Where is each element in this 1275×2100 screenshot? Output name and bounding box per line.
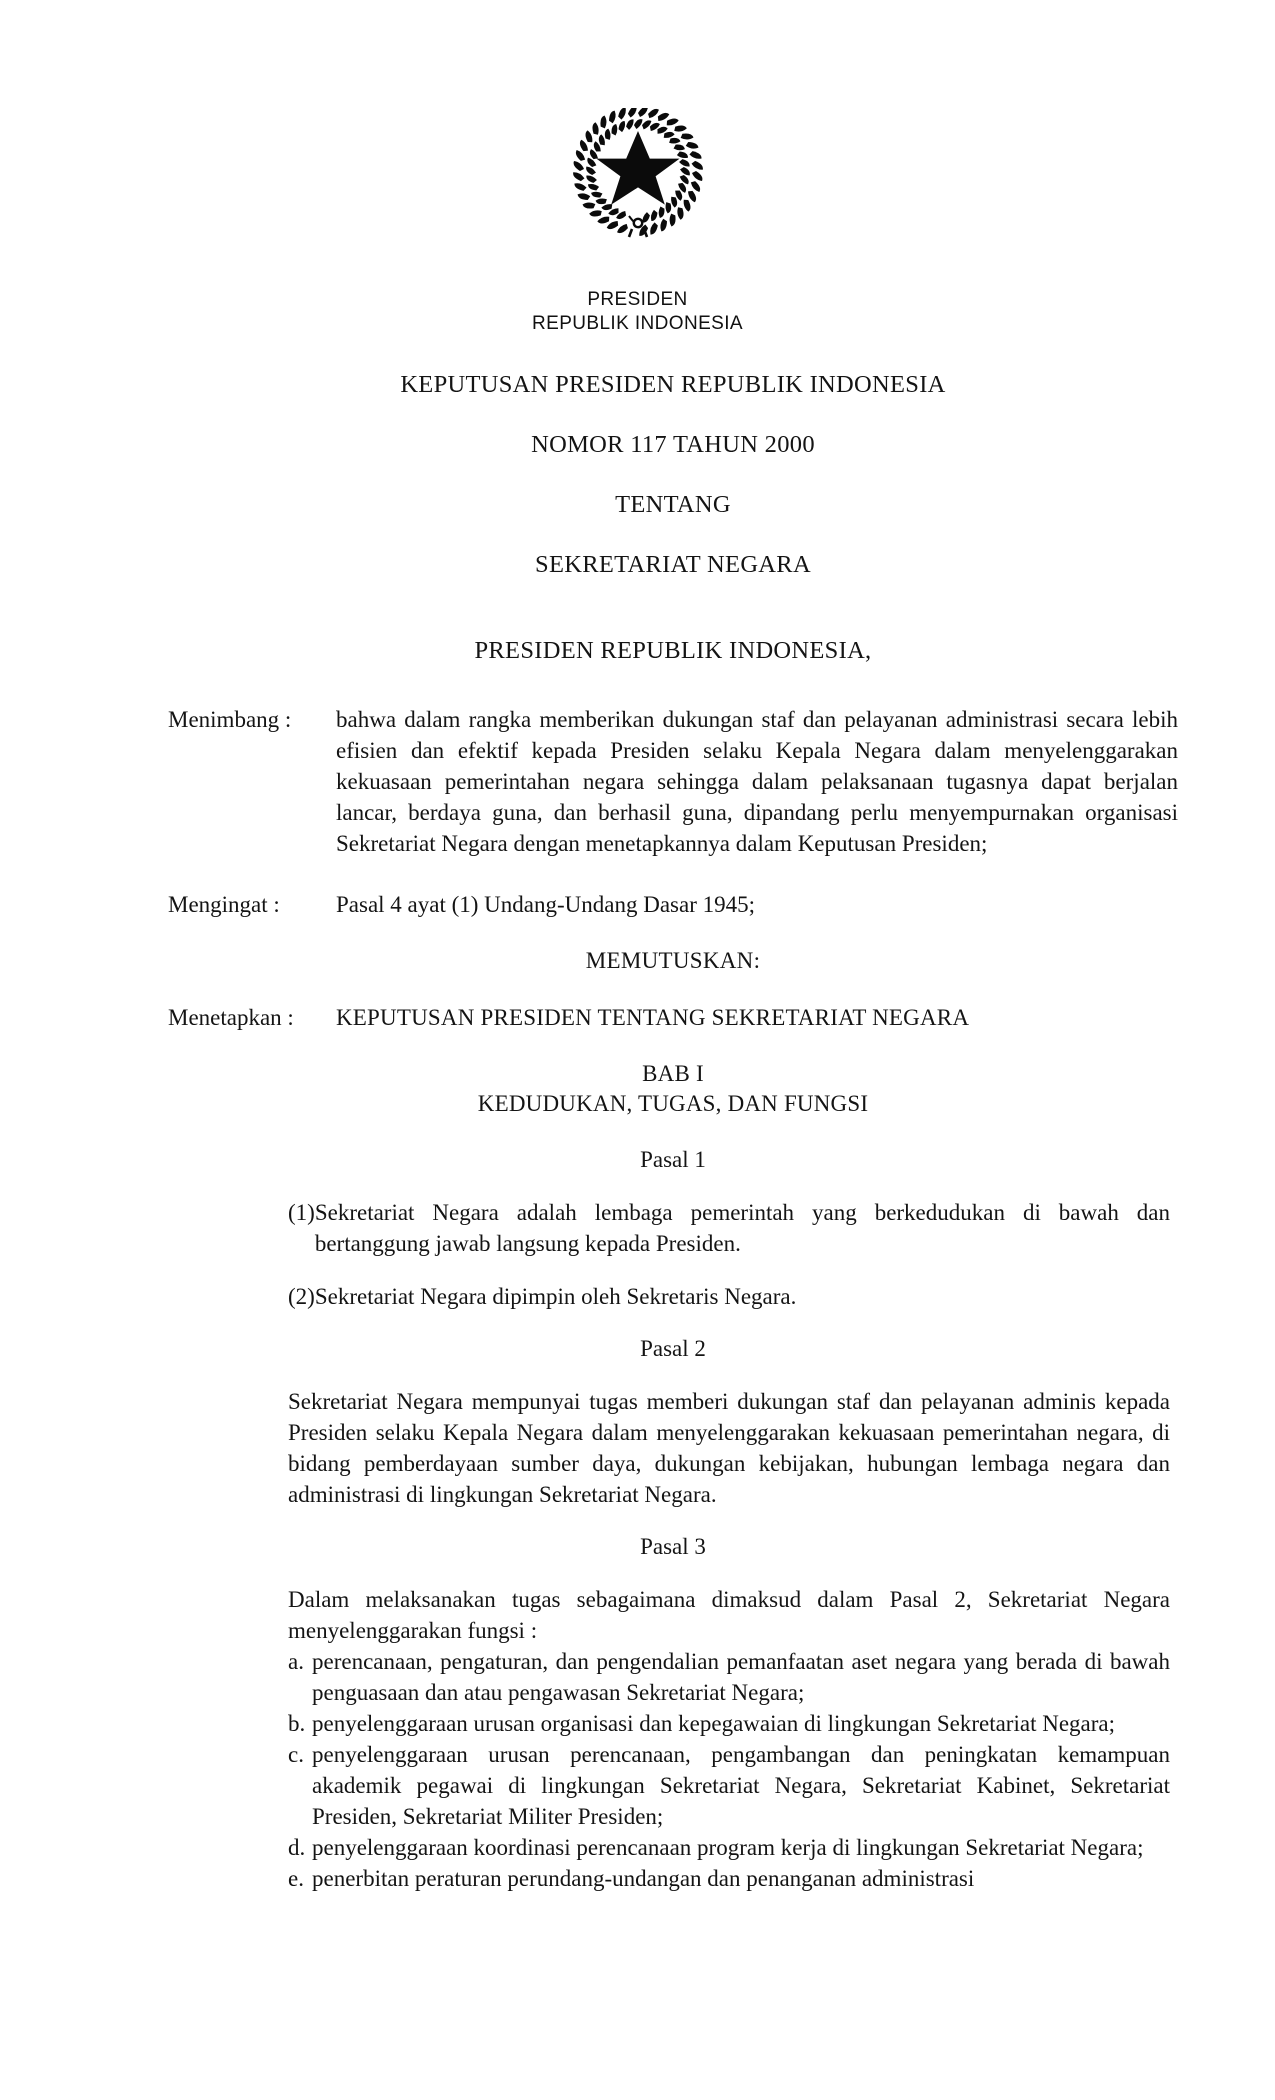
- pasal-3-item-b-text: penyelenggaraan urusan organisasi dan kepegawaian di lingkungan Sekretariat Negara;: [312, 1711, 1115, 1736]
- menimbang-text: bahwa dalam rangka memberikan dukungan staf dan pelayanan administrasi secara lebih efisien dan efektif kepada Presiden selaku Kepala Negara dalam menyelenggarakan kekuasaan pemerintahan negara sehingga dalam pelaksanaan tugasnya dapat berjalan lancar, berdaya guna, dan berhasil guna, dipandang perlu menyempurnakan organisasi Sekretariat Negara dengan menetapkannya dalam Keputusan Presiden;: [336, 707, 1178, 856]
- mengingat-text: Pasal 4 ayat (1) Undang-Undang Dasar 1945;: [336, 892, 755, 917]
- mengingat-label: Mengingat :: [168, 892, 280, 917]
- bab-title: KEDUDUKAN, TUGAS, DAN FUNGSI: [477, 1091, 869, 1116]
- decree-title: KEPUTUSAN PRESIDEN REPUBLIK INDONESIA: [400, 371, 946, 398]
- pasal-1-item-2: [288, 1281, 1170, 1312]
- menetapkan-label: Menetapkan :: [168, 1005, 294, 1030]
- pasal-3-item-b-letter: b.: [288, 1711, 306, 1736]
- pasal-3-item-a-letter: a.: [288, 1649, 304, 1674]
- pasal-1-item-1-number: (1): [288, 1200, 315, 1225]
- presidential-seal-star-wreath-icon: [549, 108, 727, 238]
- menimbang-row: [168, 704, 1178, 859]
- pasal-1-item-1-text: Sekretariat Negara adalah lembaga pemerintah yang berkedudukan di bawah dan bertanggung jawab langsung kepada Presiden.: [314, 1200, 1170, 1256]
- emblem-container: [0, 108, 1275, 243]
- pasal-3-item-e: [288, 1863, 1170, 1894]
- issuer-line: PRESIDEN REPUBLIK INDONESIA,: [474, 637, 872, 664]
- pasal-1-heading: Pasal 1: [640, 1147, 706, 1172]
- pasal-1-item-2-text: Sekretariat Negara dipimpin oleh Sekretaris Negara.: [314, 1284, 797, 1309]
- pasal-3-item-e-letter: e.: [288, 1866, 304, 1891]
- menimbang-label: Menimbang :: [168, 707, 292, 732]
- pasal-3-item-c-letter: c.: [288, 1742, 304, 1767]
- decree-subject: SEKRETARIAT NEGARA: [535, 551, 811, 578]
- pasal-2-text: Sekretariat Negara mempunyai tugas memberi dukungan staf dan pelayanan adminis kepada Presiden selaku Kepala Negara dalam menyelenggarakan kekuasaan pemerintahan negara, di bidang pemberdayaan sumber daya, dukungan kebijakan, hubungan lembaga negara dan administrasi di lingkungan Sekretariat Negara.: [288, 1389, 1170, 1507]
- gov-header-line2: REPUBLIK INDONESIA: [532, 313, 743, 334]
- gov-header-line1: PRESIDEN: [587, 289, 688, 310]
- pasal-3-item-a-text: perencanaan, pengaturan, dan pengendalian pemanfaatan aset negara yang berada di bawah penguasaan dan atau pengawasan Sekretariat Negara;: [312, 1649, 1170, 1705]
- pasal-3-item-a: [288, 1646, 1170, 1708]
- memutuskan-heading: MEMUTUSKAN:: [585, 948, 761, 973]
- document-body: [168, 370, 1178, 1894]
- pasal-3-heading: Pasal 3: [640, 1534, 706, 1559]
- pasal-2-heading: Pasal 2: [640, 1336, 706, 1361]
- pasal-3-item-b: [288, 1708, 1170, 1739]
- pasal-1-item-1: [288, 1197, 1170, 1259]
- pasal-3-item-d: [288, 1832, 1170, 1863]
- decree-tentang-label: TENTANG: [615, 491, 731, 518]
- pasal-3-item-c: [288, 1739, 1170, 1832]
- pasal-1-item-2-number: (2): [288, 1284, 315, 1309]
- bab-number: BAB I: [642, 1061, 704, 1086]
- pasal-3-intro: Dalam melaksanakan tugas sebagaimana dimaksud dalam Pasal 2, Sekretariat Negara menyelenggarakan fungsi :: [288, 1587, 1170, 1643]
- pasal-3-item-d-text: penyelenggaraan koordinasi perencanaan program kerja di lingkungan Sekretariat Negara;: [312, 1835, 1144, 1860]
- decree-number: NOMOR 117 TAHUN 2000: [531, 431, 815, 458]
- mengingat-row: [168, 889, 1178, 920]
- menetapkan-text: KEPUTUSAN PRESIDEN TENTANG SEKRETARIAT NEGARA: [336, 1005, 970, 1030]
- pasal-3-item-c-text: penyelenggaraan urusan perencanaan, pengambangan dan peningkatan kemampuan akademik pegawai di lingkungan Sekretariat Negara, Sekretariat Kabinet, Sekretariat Presiden, Sekretariat Militer Presiden;: [312, 1742, 1170, 1829]
- pasal-3-item-d-letter: d.: [288, 1835, 306, 1860]
- gov-header: [0, 288, 1275, 336]
- pasal-3-item-e-text: penerbitan peraturan perundang-undangan dan penanganan administrasi: [312, 1866, 975, 1891]
- menetapkan-row: [168, 1002, 1178, 1033]
